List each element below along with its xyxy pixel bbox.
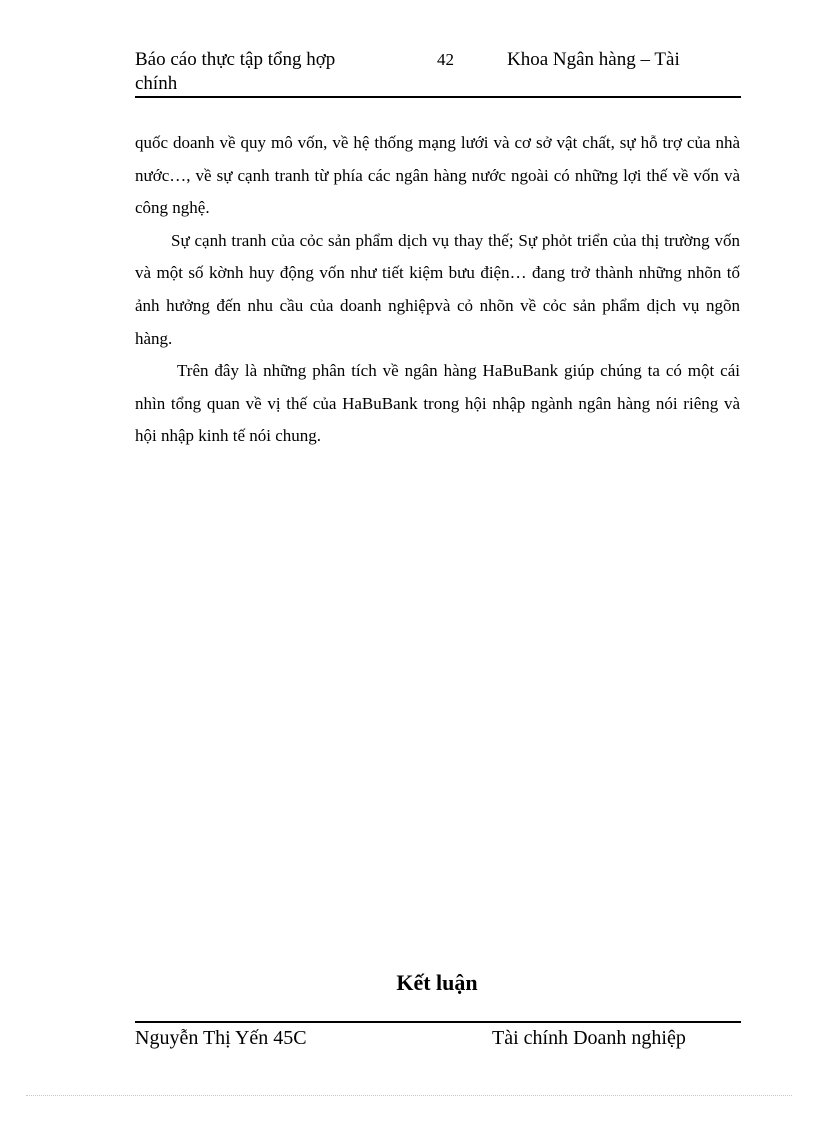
page-boundary-line	[26, 1095, 792, 1096]
header-left-title: Báo cáo thực tập tổng hợp chính	[135, 49, 336, 94]
paragraph-2: Sự cạnh tranh của cỏc sản phẩm dịch vụ thay thế; Sự phỏt triển của thị trường vốn và một số kờnh huy động vốn như tiết kiệm bưu điện… đang trở thành những nhõn tố ảnh hưởng đến nhu cầu của doanh nghiệpvà cỏ nhõn về cỏc sản phẩm dịch vụ ngõn hàng.	[135, 230, 740, 348]
header-right-title: Khoa Ngân hàng – Tài	[507, 49, 680, 70]
footer-department: Tài chính Doanh nghiệp	[492, 1027, 686, 1049]
paragraph-3: Trên đây là những phân tích về ngân hàng HaBuBank giúp chúng ta có một cái nhìn tổng quan về vị thế của HaBuBank trong hội nhập ngành ngân hàng nói riêng và hội nhập kinh tế nói chung.	[135, 361, 740, 446]
section-heading: Kết luận	[396, 970, 478, 995]
paragraph-1: quốc doanh về quy mô vốn, về hệ thống mạng lưới và cơ sở vật chất, sự hỗ trợ của nhà nước…, về sự cạnh tranh từ phía các ngân hàng nước ngoài có những lợi thế về vốn và công nghệ.	[135, 133, 740, 218]
body-text	[135, 127, 740, 453]
footer-author: Nguyễn Thị Yến 45C	[135, 1027, 307, 1049]
header-divider	[135, 96, 741, 98]
page-number: 42	[437, 50, 454, 69]
footer-divider	[135, 1021, 741, 1023]
